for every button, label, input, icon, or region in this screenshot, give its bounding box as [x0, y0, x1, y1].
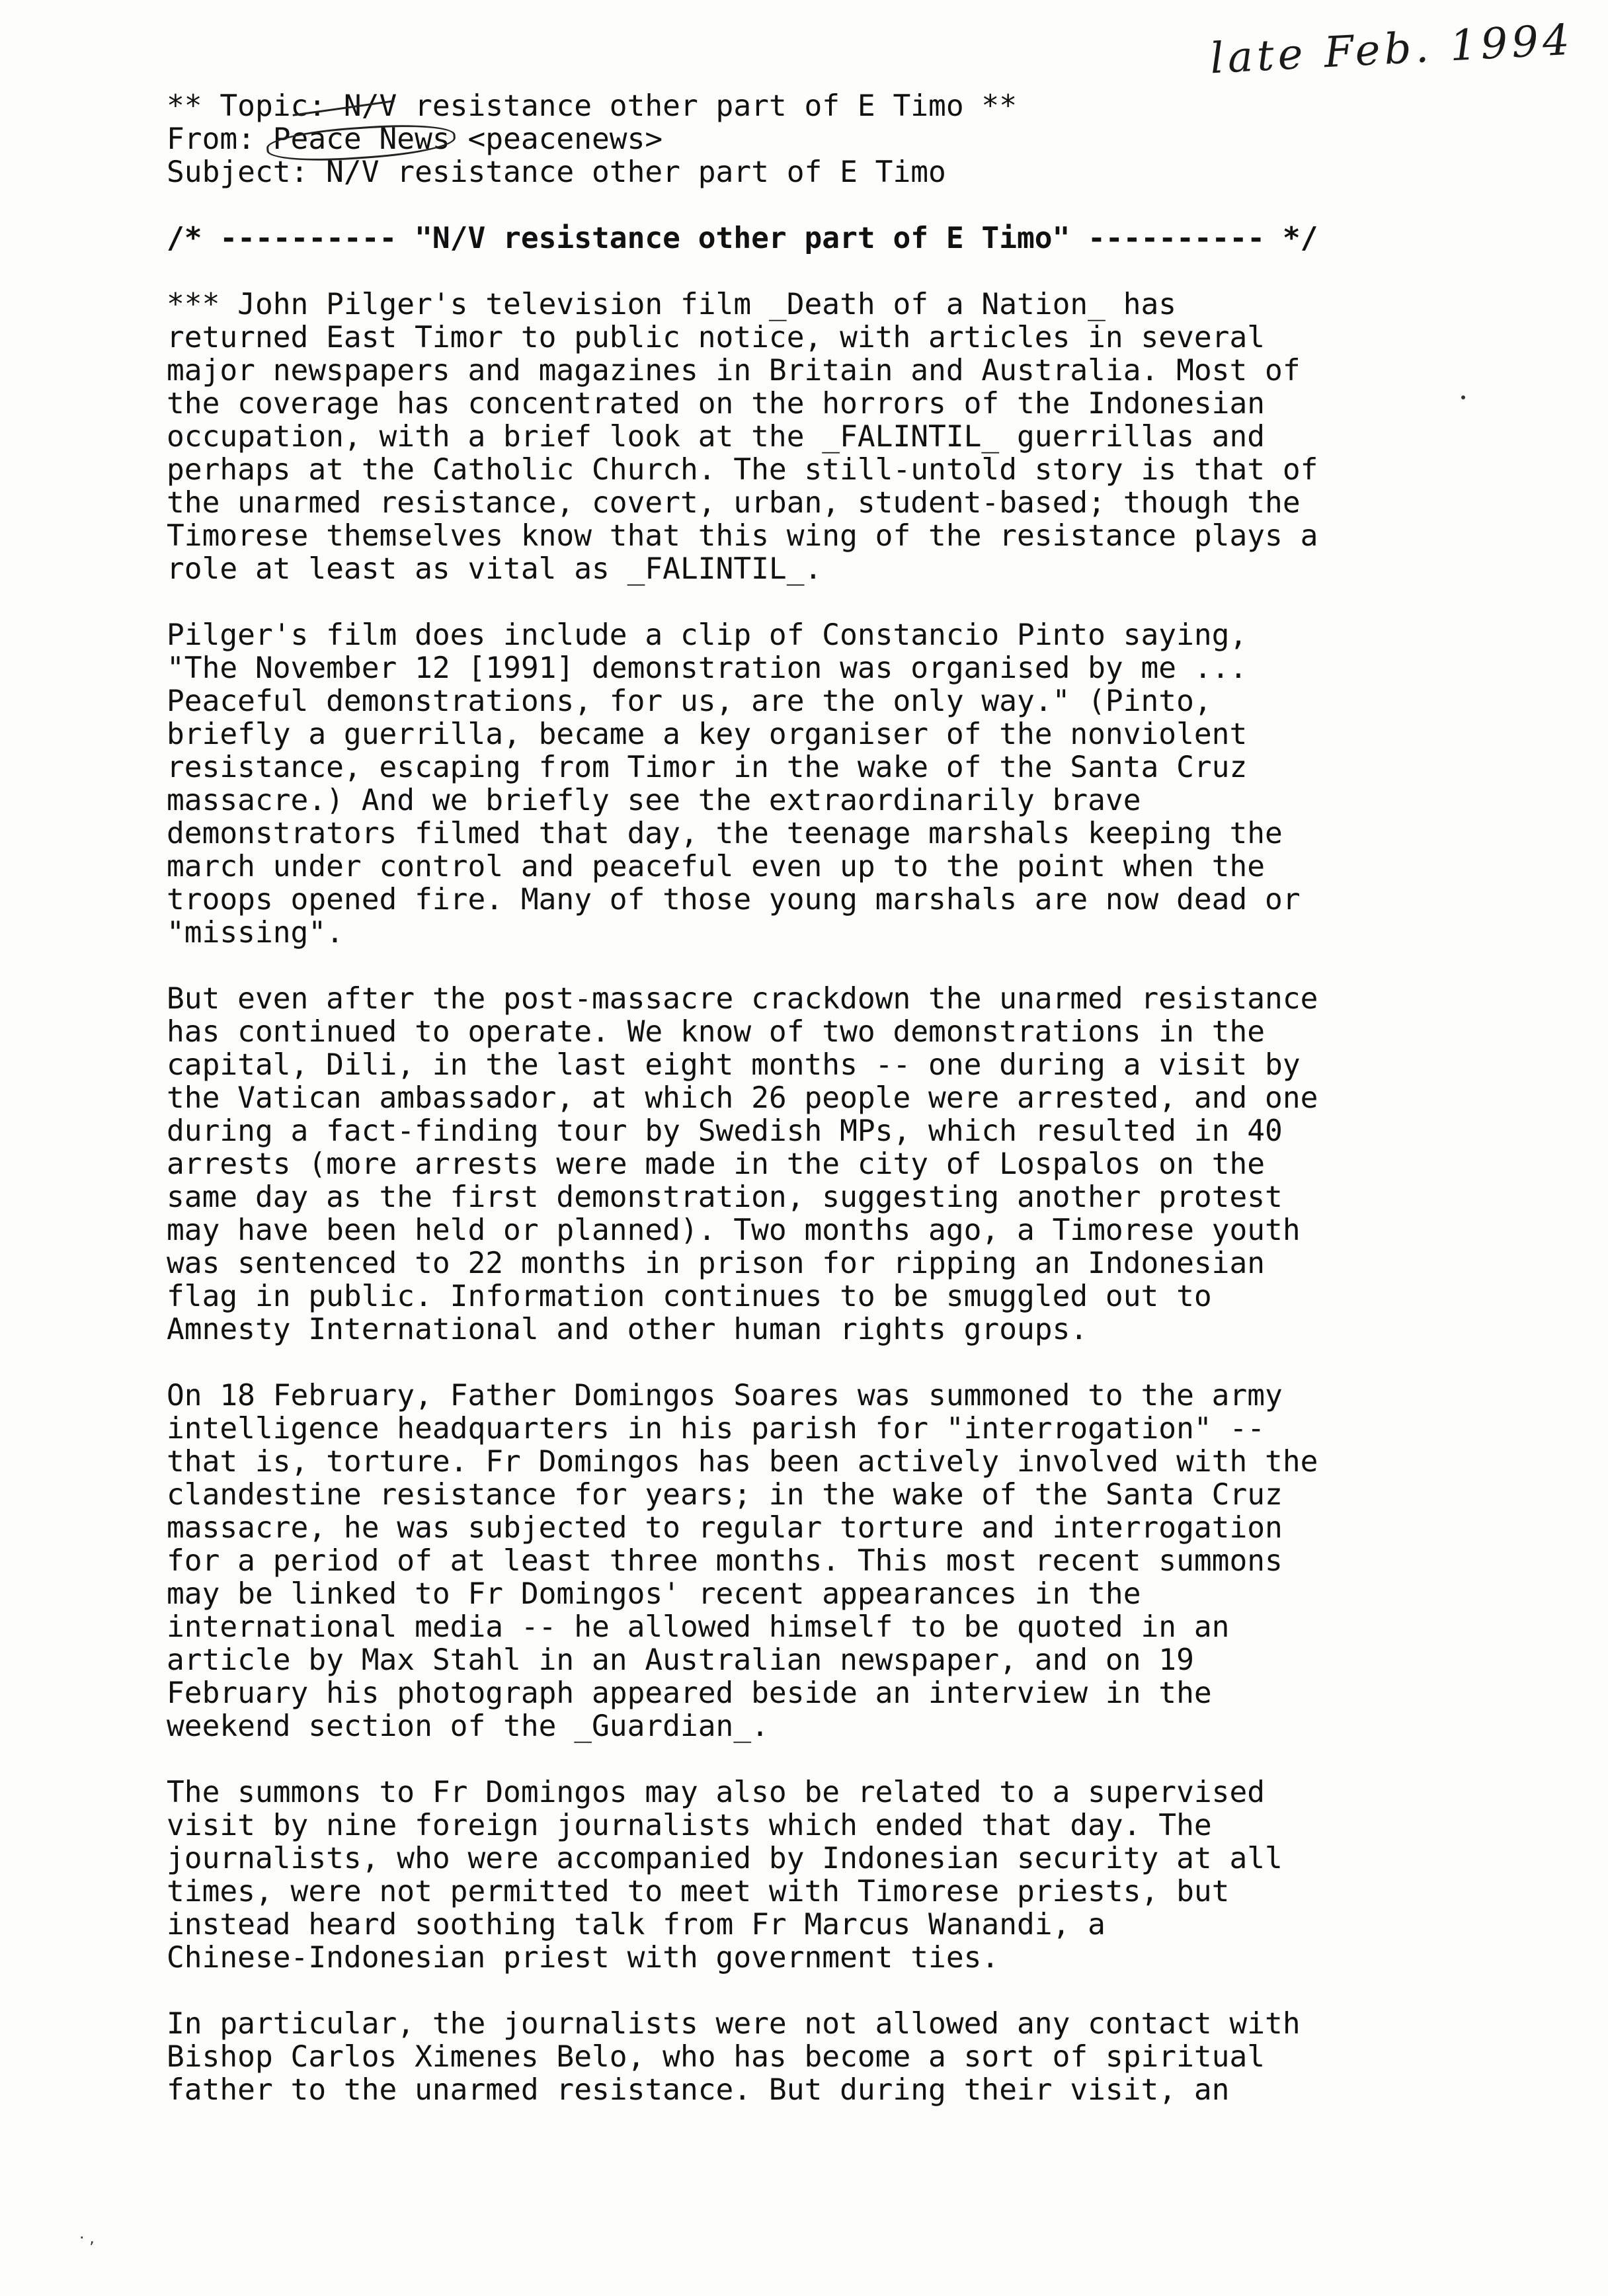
topic-struck-text: c: N/V [290, 89, 397, 123]
paragraph-2: Pilger's film does include a clip of Constancio Pinto saying, "The November 12 [1991] demonstration was organised by me ... Peaceful demonstrations, for us, are the only way." (Pinto, briefly a guerrilla, became a key organiser of the nonviolent resistance, escaping from Timor in the wake of the Santa Cruz massacre.) And we briefly see the extraordinarily brave demonstrators filmed that day, the teenage marshals keeping the march under control and peaceful even up to the point when the troops opened fire. Many of those young marshals are now dead or "missing". [167, 618, 1301, 950]
paragraph-6: In particular, the journalists were not allowed any contact with Bishop Carlos Ximenes Belo, who has become a sort of spiritual father to the unarmed resistance. But during their visit, an [167, 2007, 1301, 2107]
topic-line [167, 90, 1489, 123]
handwritten-date-note: late Feb. 1994 [1209, 15, 1575, 84]
subject-line: Subject: N/V resistance other part of E Timo [167, 155, 946, 189]
from-line [167, 123, 1489, 156]
paragraph-4: On 18 February, Father Domingos Soares was summoned to the army intelligence headquarters in his parish for "interrogation" -- that is, torture. Fr Domingos has been actively involved with the clandestine resistance for years; in the wake of the Santa Cruz massacre, he was subjected to regular torture and interrogation for a period of at least three months. This most recent summons may be linked to Fr Domingos' recent appearances in the international media -- he allowed himself to be quoted in an article by Max Stahl in an Australian newspaper, and on 19 February his photograph appeared beside an interview in the weekend section of the _Guardian_. [167, 1379, 1318, 1743]
paragraph-5: The summons to Fr Domingos may also be related to a supervised visit by nine foreign journalists which ended that day. The journalists, who were accompanied by Indonesian security at all times, were not permitted to meet with Timorese priests, but instead heard soothing talk from Fr Marcus Wanandi, a Chinese-Indonesian priest with government ties. [167, 1776, 1283, 1975]
from-rest: <peacenews> [450, 122, 663, 156]
scan-artifact-mark: · , [79, 2229, 95, 2247]
paragraph-3: But even after the post-massacre crackdown the unarmed resistance has continued to operate. We know of two demonstrations in the capital, Dili, in the last eight months -- one during a visit by the Vatican ambassador, at which 26 people were arrested, and one during a fact-finding tour by Swedish MPs, which resulted in 40 arrests (more arrests were made in the city of Lospalos on the same day as the first demonstration, suggesting another protest may have been held or planned). Two months ago, a Timorese youth was sentenced to 22 months in prison for ripping an Indonesian flag in public. Information continues to be smuggled out to Amnesty International and other human rights groups. [167, 982, 1318, 1346]
document-body [167, 90, 1489, 2107]
scan-speck [1461, 395, 1465, 399]
topic-prefix: ** Topi [167, 89, 291, 123]
separator-line: /* ---------- "N/V resistance other part of E Timo" ---------- */ [167, 222, 1318, 255]
topic-rest: resistance other part of E Timo ** [397, 89, 1017, 123]
paragraph-1: *** John Pilger's television film _Death of a Nation_ has returned East Timor to public notice, with articles in several major newspapers and magazines in Britain and Australia. Most of the coverage has concentrated on the horrors of the Indonesian occupation, with a brief look at the _FALINTIL_ guerrillas and perhaps at the Catholic Church. The still-untold story is that of the unarmed resistance, covert, urban, student-based; though the Timorese themselves know that this wing of the resistance plays a role at least as vital as _FALINTIL_. [167, 288, 1318, 586]
from-prefix: From: [167, 122, 273, 156]
from-circled-name: Peace News [272, 122, 450, 156]
